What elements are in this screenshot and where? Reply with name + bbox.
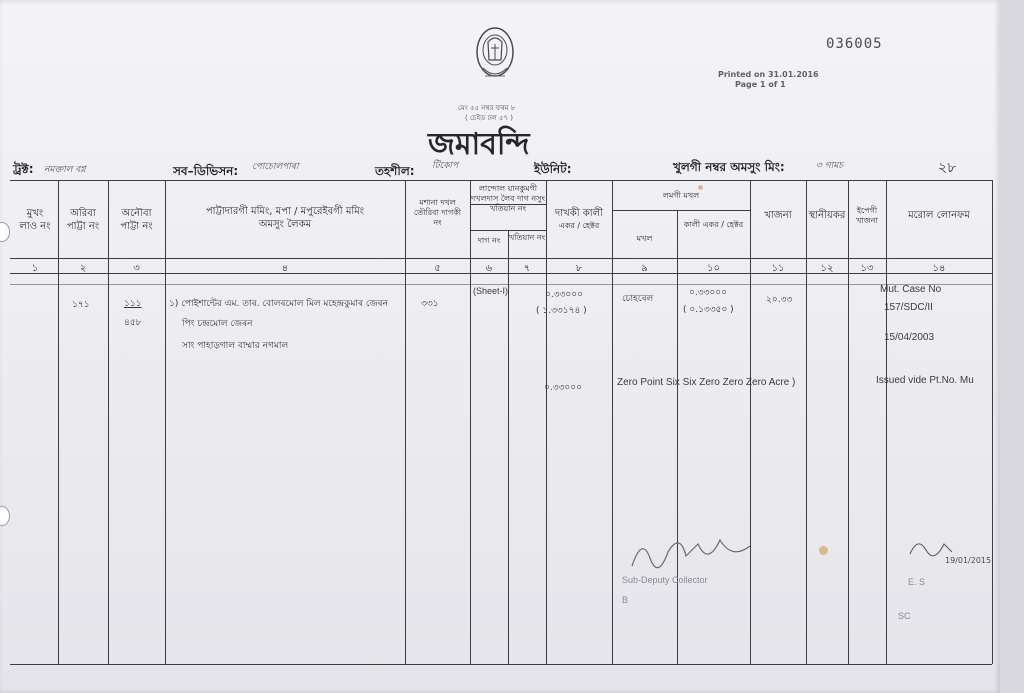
col-number: ৬ xyxy=(485,263,493,274)
patta-number: ১১১ xyxy=(124,299,142,309)
remark-case: Mut. Case No xyxy=(880,284,942,295)
col-line xyxy=(108,180,109,664)
col-header-6a: দাগ নং xyxy=(477,236,501,245)
issued-remark: Issued vide Pt.No. Mu xyxy=(876,375,974,386)
sheet-ref: (Sheet-I) xyxy=(473,286,509,296)
seal-caption-2: ( চেইড ঢল ৫৭ ) xyxy=(465,114,514,122)
area-value-hectare: ( ১.৩৩১৭৪ ) xyxy=(536,306,587,316)
subdivision-value: পোচোলপাৰা xyxy=(252,162,299,172)
dag-number: ৩৩১ xyxy=(421,299,439,309)
col-line xyxy=(165,180,166,664)
remark-date: 15/04/2003 xyxy=(884,332,935,343)
ink-stain xyxy=(819,546,828,555)
class-area: ০.৩৩০০০ xyxy=(689,288,727,298)
khatian-label: খুলগী নম্বর অমসুং মিং: xyxy=(673,160,785,174)
printed-date: Printed on 31.01.2016 xyxy=(718,70,819,79)
col-line xyxy=(848,180,849,664)
col-header-12: স্থানীয়কর xyxy=(808,210,846,221)
col-header-10: কালী একর / হেক্টর xyxy=(683,220,744,229)
signature-scribble xyxy=(628,526,758,576)
district-value: নমক্তাল বগ্ন xyxy=(44,165,86,175)
page-info: Page 1 of 1 xyxy=(735,80,786,89)
signature-date: 19/01/2015 xyxy=(945,556,992,565)
page-number: ২৮ xyxy=(938,160,957,176)
col-number: ৫ xyxy=(434,263,441,274)
col-header-2: অরিবা পাট্টা নং xyxy=(66,208,100,232)
seal-caption: মেং ৫৫ নম্বর ফৰম ৮ xyxy=(458,104,516,112)
ink-stain xyxy=(698,185,703,190)
unit-label: ইউনিট: xyxy=(534,162,572,176)
col-line xyxy=(405,180,406,664)
district-label: ট্রক্ট: xyxy=(13,162,34,176)
patta-number-2: ৪৫৮ xyxy=(124,318,142,328)
col-number: ৩ xyxy=(133,263,140,274)
col-number: ৭ xyxy=(523,263,531,274)
subdivision-label: সব–ডিভিসন: xyxy=(173,164,239,178)
table-bottom-border xyxy=(10,664,992,665)
col-number: ৯ xyxy=(641,263,648,274)
group-divider-2 xyxy=(612,210,750,211)
col-line xyxy=(750,180,751,664)
owner-address: সাং পাহাড়গাল বাম্মার নগমাল xyxy=(182,341,289,351)
owner-name: ১) পোইশান্টের এম. তাৰ. বোলৰমোল মিল মহেন্দ্ৰকুমাৰ জেৰন xyxy=(169,299,388,309)
col-line xyxy=(806,180,807,664)
col-number: ১২ xyxy=(820,263,834,274)
col-header-13: ইপেগী খাজনা xyxy=(856,206,878,225)
col-number: ১০ xyxy=(707,263,720,274)
document-title: জমাবন্দি xyxy=(428,127,530,162)
land-class: চোহৰেল xyxy=(622,294,654,304)
col-number: ৪ xyxy=(281,263,289,274)
tehsil-label: তহশীল: xyxy=(375,164,415,178)
signature-right-line-2: SC xyxy=(898,611,911,621)
revenue-amount: ২০.৩৩ xyxy=(766,295,793,305)
class-area-hectare: ( ০.১৩৩৫০ ) xyxy=(683,305,734,315)
col-line xyxy=(677,210,678,664)
area-value: ০.৩৩০০০ xyxy=(545,290,583,300)
header-divider xyxy=(10,258,992,259)
col-line xyxy=(508,230,509,664)
body-divider xyxy=(10,284,992,285)
scanner-background xyxy=(1000,0,1024,693)
col-header-4: পাট্টাদারগী মমিং, মপা / মপুরেইবগী মমিং অমসুং লৈকম xyxy=(205,206,365,230)
table-top-border xyxy=(10,180,992,181)
col-number: ৮ xyxy=(575,263,583,274)
col-header-6b: খতিয়ান নং xyxy=(508,233,546,242)
col-line xyxy=(470,180,471,664)
tehsil-value: টিকোপ xyxy=(432,161,459,171)
col-line xyxy=(58,180,59,664)
table-right-border xyxy=(992,180,993,664)
col-number: ১ xyxy=(31,263,39,274)
col-line xyxy=(546,180,547,664)
col-header-6-group: লান্দোল য়ানকুমগী দখলদাস লৈব দাগ নসুং খতিয়ান নং xyxy=(471,184,545,213)
col-line xyxy=(612,180,613,664)
col-number: ১৪ xyxy=(932,263,946,274)
col-line xyxy=(886,180,887,664)
col-header-9: মখল xyxy=(636,234,653,243)
government-seal xyxy=(467,20,523,92)
col-header-14: মরোল লোনফম xyxy=(908,210,970,221)
area-in-words: Zero Point Six Six Zero Zero Zero Acre ) xyxy=(617,377,796,388)
col-number: ২ xyxy=(79,263,87,274)
col-header-1: মুখং লাও নং xyxy=(19,208,51,232)
col-header-11: খাজনা xyxy=(764,210,792,221)
col-number: ১৩ xyxy=(860,263,874,274)
serial-number: 036005 xyxy=(826,36,883,52)
khatian-value: ৩ গামচ xyxy=(816,161,844,171)
old-dag-number: ১৭১ xyxy=(72,300,90,310)
signature-right-line: E. S xyxy=(908,577,926,587)
remark-case-no: 157/SDC/II xyxy=(884,302,933,313)
col-header-3: অনৌবা পাট্টা নং xyxy=(120,208,153,232)
total-area: ০.৩৩০০০ xyxy=(544,383,582,393)
col-header-9-group: লমগী মখল xyxy=(662,191,700,200)
col-header-8: দাখকী কালী একর / হেক্টর xyxy=(555,208,603,230)
signature-designation: Sub-Deputy Collector xyxy=(622,575,708,585)
owner-father: পিং চন্দ্ৰমোল জেৰন xyxy=(182,319,253,329)
signature-line-2: B xyxy=(622,595,629,605)
col-header-5: মশানা দখল তৌরিবা দাগকী নং xyxy=(413,198,462,227)
col-number: ১১ xyxy=(771,263,785,274)
